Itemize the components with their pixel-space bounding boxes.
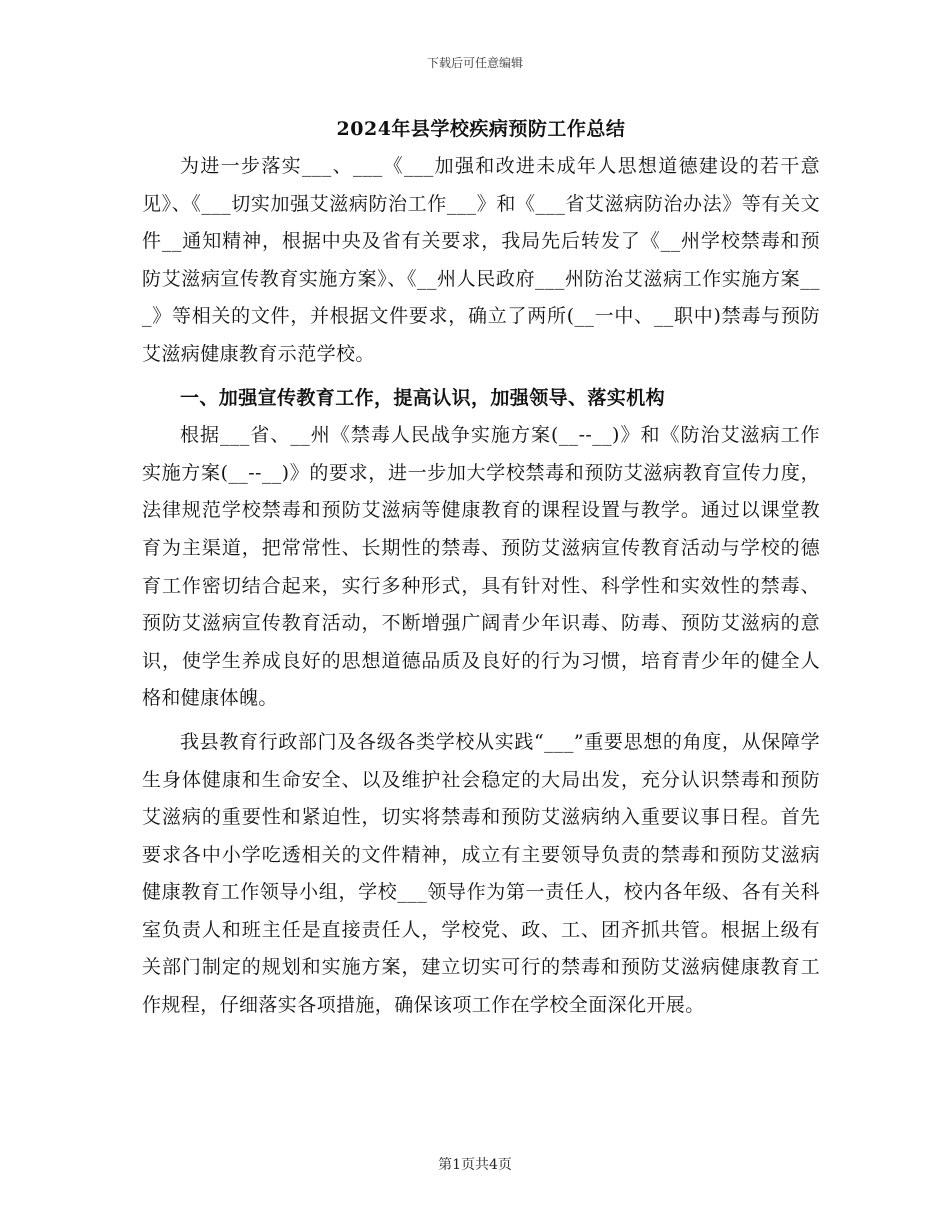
section1-paragraph-2: 我县教育行政部门及各级各类学校从实践“___”重要思想的角度，从保障学生身体健康和生命安全、以及维护社会稳定的大局出发，充分认识禁毒和预防艾滋病的重要性和紧迫性，切实将禁毒和预防艾滋病纳入重要议事日程。首先要求各中小学吃透相关的文件精神，成立有主要领导负责的禁毒和预防艾滋病健康教育工作领导小组，学校___领导作为第一责任人，校内各年级、各有关科室负责人和班主任是直接责任人，学校党、政、工、团齐抓共管。根据上级有关部门制定的规划和实施方案，建立切实可行的禁毒和预防艾滋病健康教育工作规程，仔细落实各项措施，确保该项工作在学校全面深化开展。 [142, 730, 820, 1017]
header-note: 下载后可任意编辑 [426, 56, 523, 70]
intro-paragraph: 为进一步落实___、___《___加强和改进未成年人思想道德建设的若干意见》、《___切实加强艾滋病防治工作___》和《___省艾滋病防治办法》等有关文件__通知精神，根据中央及省有关要求，我局先后转发了《__州学校禁毒和预防艾滋病宣传教育实施方案》、《__州人民政府___州防治艾滋病工作实施方案___》等相关的文件，并根据文件要求，确立了两所(__一中、__职中)禁毒与预防艾滋病健康教育示范学校。 [142, 155, 820, 365]
section-heading-1: 一、加强宣传教育工作，提高认识，加强领导、落实机构 [180, 386, 666, 409]
document-title: 2024年县学校疾病预防工作总结 [336, 118, 626, 140]
section1-paragraph-1: 根据___省、__州《禁毒人民战争实施方案(__--__)》和《防治艾滋病工作实施方案(__--__)》的要求，进一步加大学校禁毒和预防艾滋病教育宣传力度，法律规范学校禁毒和预防艾滋病等健康教育的课程设置与教学。通过以课堂教育为主渠道，把常常性、长期性的禁毒、预防艾滋病宣传教育活动与学校的德育工作密切结合起来，实行多种形式，具有针对性、科学性和实效性的禁毒、预防艾滋病宣传教育活动，不断增强广阔青少年识毒、防毒、预防艾滋病的意识，使学生养成良好的思想道德品质及良好的行为习惯，培育青少年的健全人格和健康体魄。 [142, 424, 820, 710]
page-footer: 第1页共4页 [438, 1157, 512, 1173]
document-body [142, 112, 820, 1025]
